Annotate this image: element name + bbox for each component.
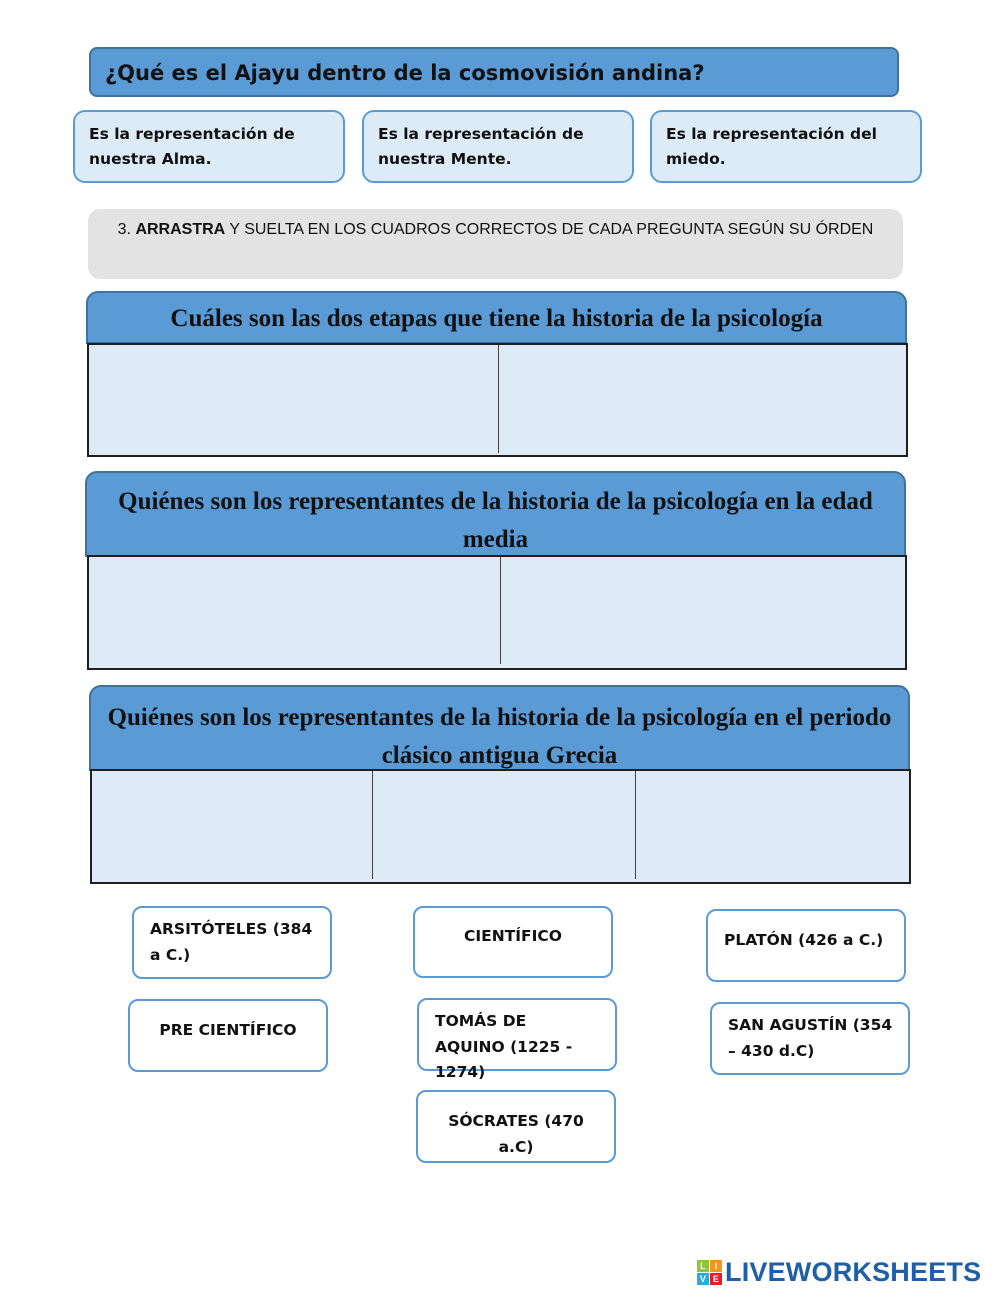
drop-slot-grecia-3[interactable] [636, 771, 909, 882]
tile-tomas-de-aquino[interactable]: TOMÁS DE AQUINO (1225 - 1274) [417, 998, 617, 1071]
tile-cientifico[interactable]: CIENTÍFICO [413, 906, 613, 978]
logo-text: LIVEWORKSHEETS [725, 1256, 982, 1287]
logo-letter: L [697, 1260, 709, 1272]
instruction-number: 3. [117, 221, 131, 238]
tile-platon[interactable]: PLATÓN (426 a C.) [706, 909, 906, 982]
drop-slot-grecia-2[interactable] [373, 771, 635, 882]
instruction-emphasis: ARRASTRA [135, 221, 226, 238]
logo-letter: V [697, 1273, 709, 1285]
option-alma[interactable]: Es la representación de nuestra Alma. [73, 110, 345, 183]
tile-pre-cientifico[interactable]: PRE CIENTÍFICO [128, 999, 328, 1072]
question-grecia-title: Quiénes son los representantes de la historia de la psicología en el periodo clásico antigua Grecia [89, 685, 910, 771]
instruction-box [88, 209, 903, 279]
drop-zone-grecia[interactable] [90, 769, 911, 884]
drop-slot-etapas-2[interactable] [499, 345, 906, 455]
option-mente[interactable]: Es la representación de nuestra Mente. [362, 110, 634, 183]
question1-prompt: ¿Qué es el Ajayu dentro de la cosmovisión andina? [89, 47, 899, 97]
logo-letter: I [710, 1260, 722, 1272]
logo-letter: E [710, 1273, 722, 1285]
tile-san-agustin[interactable]: SAN AGUSTÍN (354 – 430 d.C) [710, 1002, 910, 1075]
drop-zone-etapas[interactable] [87, 343, 908, 457]
option-miedo[interactable]: Es la representación del miedo. [650, 110, 922, 183]
tile-aristoteles[interactable]: ARSITÓTELES (384 a C.) [132, 906, 332, 979]
drop-zone-edad-media[interactable] [87, 555, 907, 670]
drop-slot-etapas-1[interactable] [89, 345, 498, 455]
liveworksheets-mark-icon [697, 1260, 722, 1285]
instruction-text: Y SUELTA EN LOS CUADROS CORRECTOS DE CADA PREGUNTA SEGÚN SU ÓRDEN [229, 221, 874, 238]
drop-slot-edad-media-2[interactable] [501, 557, 905, 668]
liveworksheets-logo [697, 1252, 981, 1292]
drop-slot-grecia-1[interactable] [92, 771, 372, 882]
question-etapas-title: Cuáles son las dos etapas que tiene la historia de la psicología [86, 291, 907, 344]
tile-socrates[interactable]: SÓCRATES (470 a.C) [416, 1090, 616, 1163]
drop-slot-edad-media-1[interactable] [89, 557, 500, 668]
question-edad-media-title: Quiénes son los representantes de la historia de la psicología en la edad media [85, 471, 906, 557]
